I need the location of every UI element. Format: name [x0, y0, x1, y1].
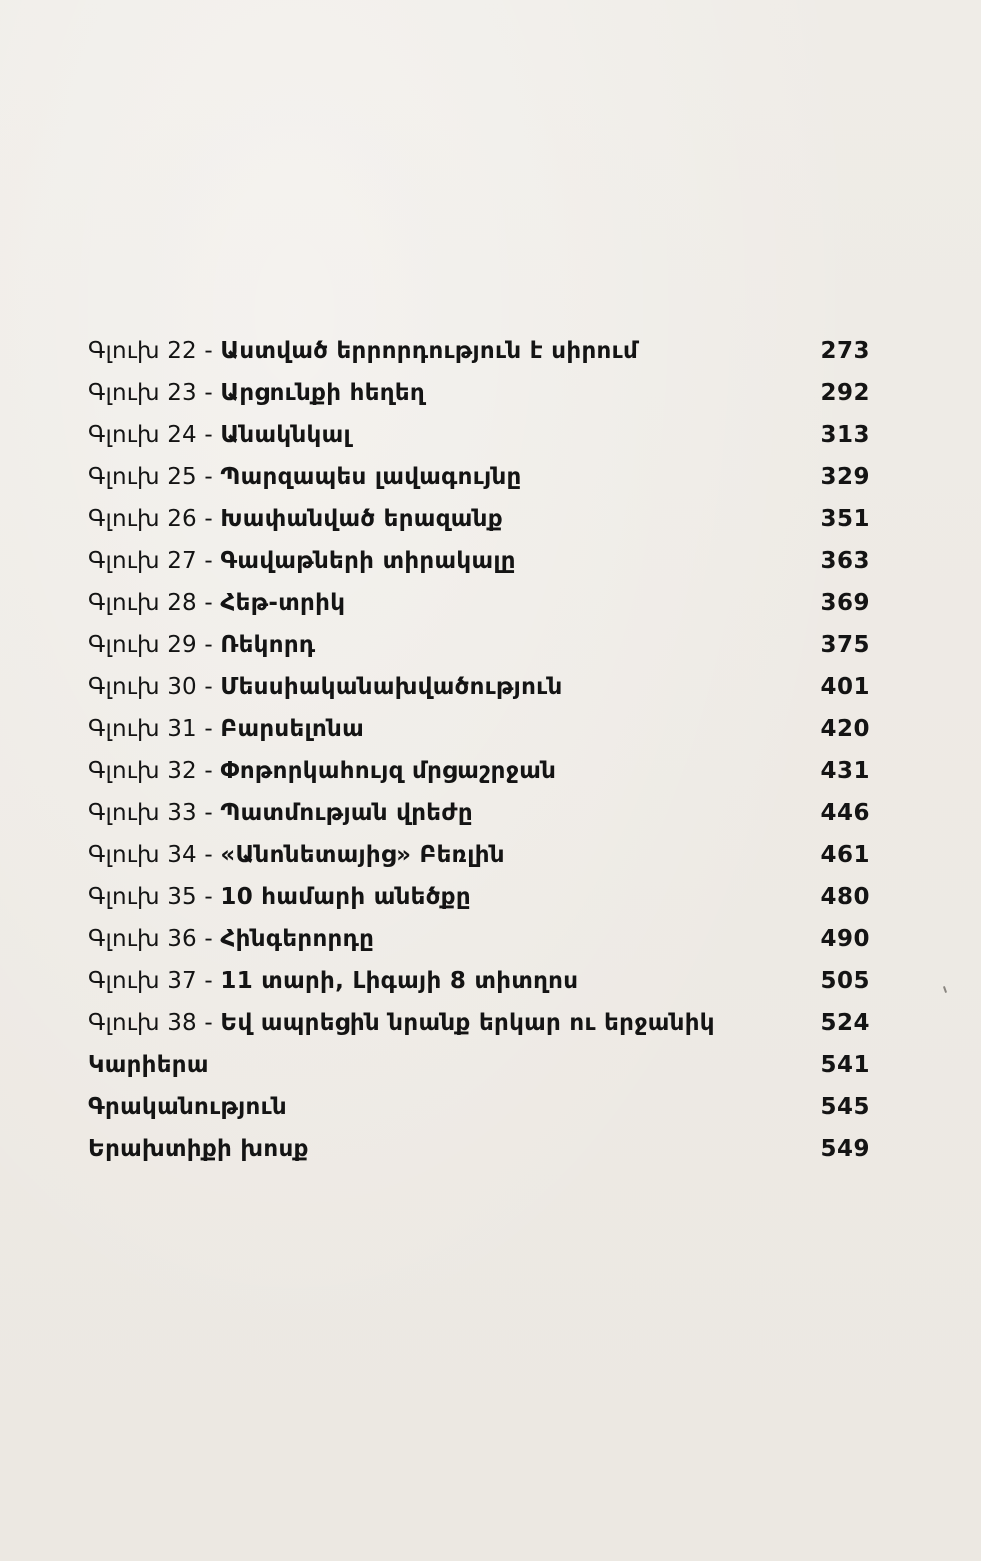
toc-entry-title	[88, 372, 425, 414]
chapter-number: Գլուխ 30 -	[88, 674, 221, 700]
toc-entry-title	[88, 1086, 287, 1128]
page-number: 329	[820, 464, 870, 490]
page-number: 369	[820, 590, 870, 616]
chapter-number: Գլուխ 26 -	[88, 506, 221, 532]
toc-entry-title	[88, 834, 505, 876]
chapter-number: Գլուխ 32 -	[88, 758, 221, 784]
chapter-number: Գլուխ 22 -	[88, 338, 221, 364]
toc-entry-title	[88, 624, 316, 666]
toc-entry-title	[88, 330, 638, 372]
toc-entry	[88, 498, 870, 540]
chapter-name: Աստված երրորդություն է սիրում	[220, 338, 639, 364]
chapter-name: Խափանված երազանք	[220, 506, 503, 532]
toc-entry	[88, 1044, 870, 1086]
chapter-name: Եվ ապրեցին նրանք երկար ու երջանիկ	[220, 1010, 715, 1036]
page-number: 461	[820, 842, 870, 868]
page-number: 401	[820, 674, 870, 700]
toc-entry-title	[88, 960, 578, 1002]
chapter-number: Գլուխ 37 -	[88, 968, 221, 994]
toc-entry	[88, 834, 870, 876]
page-number: 549	[820, 1136, 870, 1162]
chapter-number: Գլուխ 24 -	[88, 422, 221, 448]
toc-entry	[88, 666, 870, 708]
toc-entry-title	[88, 582, 345, 624]
chapter-name: Արցունքի հեղեղ	[220, 380, 425, 406]
toc-entry	[88, 624, 870, 666]
toc-entry	[88, 456, 870, 498]
toc-entry-title	[88, 1128, 309, 1170]
toc-entry	[88, 1002, 870, 1044]
page-number: 431	[820, 758, 870, 784]
page-number: 420	[820, 716, 870, 742]
toc-entry-title	[88, 456, 522, 498]
chapter-number: Գլուխ 34 -	[88, 842, 221, 868]
toc-entry	[88, 372, 870, 414]
chapter-name: Գրականություն	[88, 1094, 288, 1120]
toc-entry-title	[88, 666, 563, 708]
page-number: 524	[820, 1010, 870, 1036]
chapter-number: Գլուխ 29 -	[88, 632, 221, 658]
page-number: 480	[820, 884, 870, 910]
page-number: 505	[820, 968, 870, 994]
chapter-name: Ռեկորդ	[220, 632, 316, 658]
paper-speck	[943, 986, 947, 993]
toc-entry	[88, 1128, 870, 1170]
chapter-number: Գլուխ 23 -	[88, 380, 221, 406]
page-number: 490	[820, 926, 870, 952]
chapter-name: Փոթորկահույզ մրցաշրջան	[220, 758, 557, 784]
page-number: 363	[820, 548, 870, 574]
toc-entry	[88, 414, 870, 456]
page-number: 541	[820, 1052, 870, 1078]
chapter-name: Գավաթների տիրակալը	[220, 548, 516, 574]
chapter-number: Գլուխ 27 -	[88, 548, 221, 574]
page-number: 292	[820, 380, 870, 406]
chapter-number: Գլուխ 25 -	[88, 464, 221, 490]
chapter-number: Գլուխ 36 -	[88, 926, 221, 952]
toc-entry	[88, 582, 870, 624]
toc-entry	[88, 750, 870, 792]
toc-entry	[88, 918, 870, 960]
toc-entry	[88, 708, 870, 750]
chapter-number: Գլուխ 33 -	[88, 800, 221, 826]
chapter-number: Գլուխ 38 -	[88, 1010, 221, 1036]
chapter-name: Անակնկալ	[220, 422, 351, 448]
toc-entry-title	[88, 1044, 209, 1086]
chapter-number: Գլուխ 28 -	[88, 590, 221, 616]
chapter-name: Պարզապես լավագույնը	[220, 464, 522, 490]
toc-entry-title	[88, 540, 516, 582]
toc-entry-title	[88, 792, 473, 834]
chapter-name: Երախտիքի խոսք	[88, 1136, 309, 1162]
chapter-name: Բարսելոնա	[220, 716, 365, 742]
toc-entry-title	[88, 498, 503, 540]
toc-entry-title	[88, 750, 556, 792]
toc-entry	[88, 960, 870, 1002]
toc-entry-title	[88, 1002, 715, 1044]
chapter-name: Պատմության վրեժը	[220, 800, 473, 826]
table-of-contents	[88, 330, 870, 1170]
chapter-name: Մեսսիականախվածություն	[220, 674, 563, 700]
page-number: 351	[820, 506, 870, 532]
toc-entry	[88, 330, 870, 372]
page-number: 545	[820, 1094, 870, 1120]
toc-entry-title	[88, 918, 374, 960]
chapter-name: Կարիերա	[88, 1052, 209, 1078]
toc-entry-title	[88, 414, 351, 456]
page-number: 375	[820, 632, 870, 658]
toc-entry	[88, 876, 870, 918]
chapter-name: «Անոնետայից» Բեռլին	[220, 842, 505, 868]
page-number: 273	[820, 338, 870, 364]
chapter-name: Հինգերորդը	[220, 926, 375, 952]
chapter-number: Գլուխ 35 -	[88, 884, 221, 910]
toc-entry	[88, 792, 870, 834]
page-number: 313	[820, 422, 870, 448]
chapter-name: 10 համարի անեծքը	[220, 884, 471, 910]
toc-entry-title	[88, 708, 364, 750]
toc-entry-title	[88, 876, 471, 918]
page-number: 446	[820, 800, 870, 826]
chapter-name: Հեթ-տրիկ	[220, 590, 346, 616]
chapter-name: 11 տարի, Լիգայի 8 տիտղոս	[220, 968, 579, 994]
chapter-number: Գլուխ 31 -	[88, 716, 221, 742]
toc-entry	[88, 540, 870, 582]
toc-entry	[88, 1086, 870, 1128]
